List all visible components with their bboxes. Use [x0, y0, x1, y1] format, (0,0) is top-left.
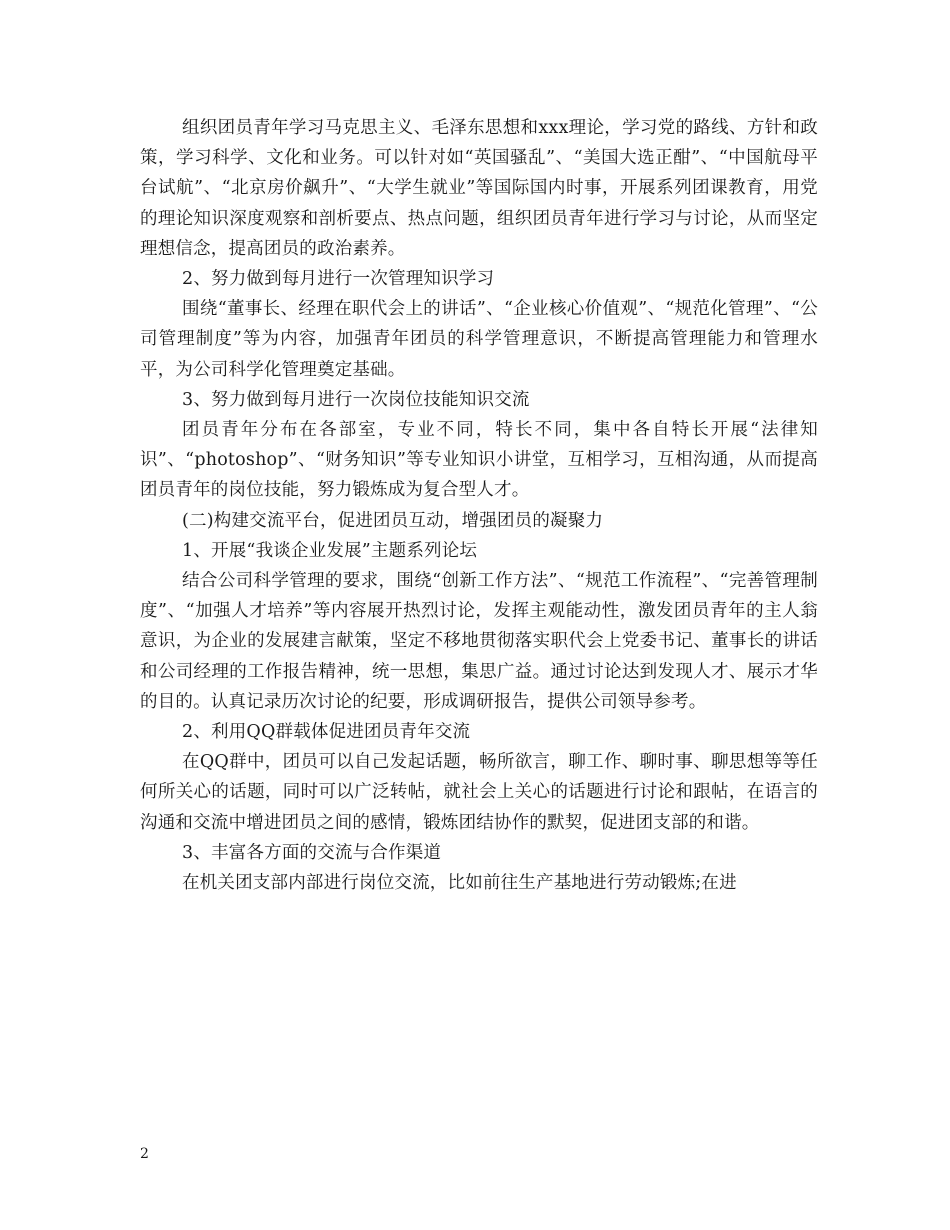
heading-skill-exchange: 3、努力做到每月进行一次岗位技能知识交流	[182, 389, 530, 410]
paragraph-skill-exchange: 团员青年分布在各部室，专业不同，特长不同，集中各自特长开展“法律知识”、“photoshop”、“财务知识”等专业知识小讲堂，互相学习，互相沟通，从而提高团员青年的岗位技能，努力锻炼成为复合型人才。	[140, 420, 818, 501]
paragraph-cooperation-channels: 在机关团支部内部进行岗位交流，比如前往生产基地进行劳动锻炼;在进	[182, 873, 737, 894]
page-number: 2	[140, 1146, 149, 1162]
heading-management-study: 2、努力做到每月进行一次管理知识学习	[182, 269, 495, 290]
heading-cooperation-channels: 3、丰富各方面的交流与合作渠道	[182, 842, 442, 863]
heading-qq-group: 2、利用QQ群载体促进团员青年交流	[182, 722, 471, 743]
paragraph-political-study: 组织团员青年学习马克思主义、毛泽东思想和xxx理论，学习党的路线、方针和政策，学习科学、文化和业务。可以针对如“英国骚乱”、“美国大选正酣”、“中国航母平台试航”、“北京房价飙升”、“大学生就业”等国际国内时事，开展系列团课教育，用党的理论知识深度观察和剖析要点、热点问题，组织团员青年进行学习与讨论，从而坚定理想信念，提高团员的政治素养。	[140, 118, 818, 259]
paragraph-management-study: 围绕“董事长、经理在职代会上的讲话”、“企业核心价值观”、“规范化管理”、“公司管理制度”等为内容，加强青年团员的科学管理意识，不断提高管理能力和管理水平，为公司科学化管理奠定基础。	[140, 299, 818, 380]
paragraph-forum: 结合公司科学管理的要求，围绕“创新工作方法”、“规范工作流程”、“完善管理制度”、“加强人才培养”等内容展开热烈讨论，发挥主观能动性，激发团员青年的主人翁意识，为企业的发展建言献策，坚定不移地贯彻落实职代会上党委书记、董事长的讲话和公司经理的工作报告精神，统一思想，集思广益。通过讨论达到发现人才、展示才华的目的。认真记录历次讨论的纪要，形成调研报告，提供公司领导参考。	[140, 571, 818, 712]
paragraph-qq-group: 在QQ群中，团员可以自己发起话题，畅所欲言，聊工作、聊时事、聊思想等等任何所关心的话题，同时可以广泛转帖，就社会上关心的话题进行讨论和跟帖，在语言的沟通和交流中增进团员之间的感情，锻炼团结协作的默契，促进团支部的和谐。	[140, 752, 818, 833]
heading-forum: 1、开展“我谈企业发展”主题系列论坛	[182, 540, 478, 561]
section-heading-exchange-platform: (二)构建交流平台，促进团员互动，增强团员的凝聚力	[182, 510, 604, 531]
document-body	[140, 113, 818, 898]
